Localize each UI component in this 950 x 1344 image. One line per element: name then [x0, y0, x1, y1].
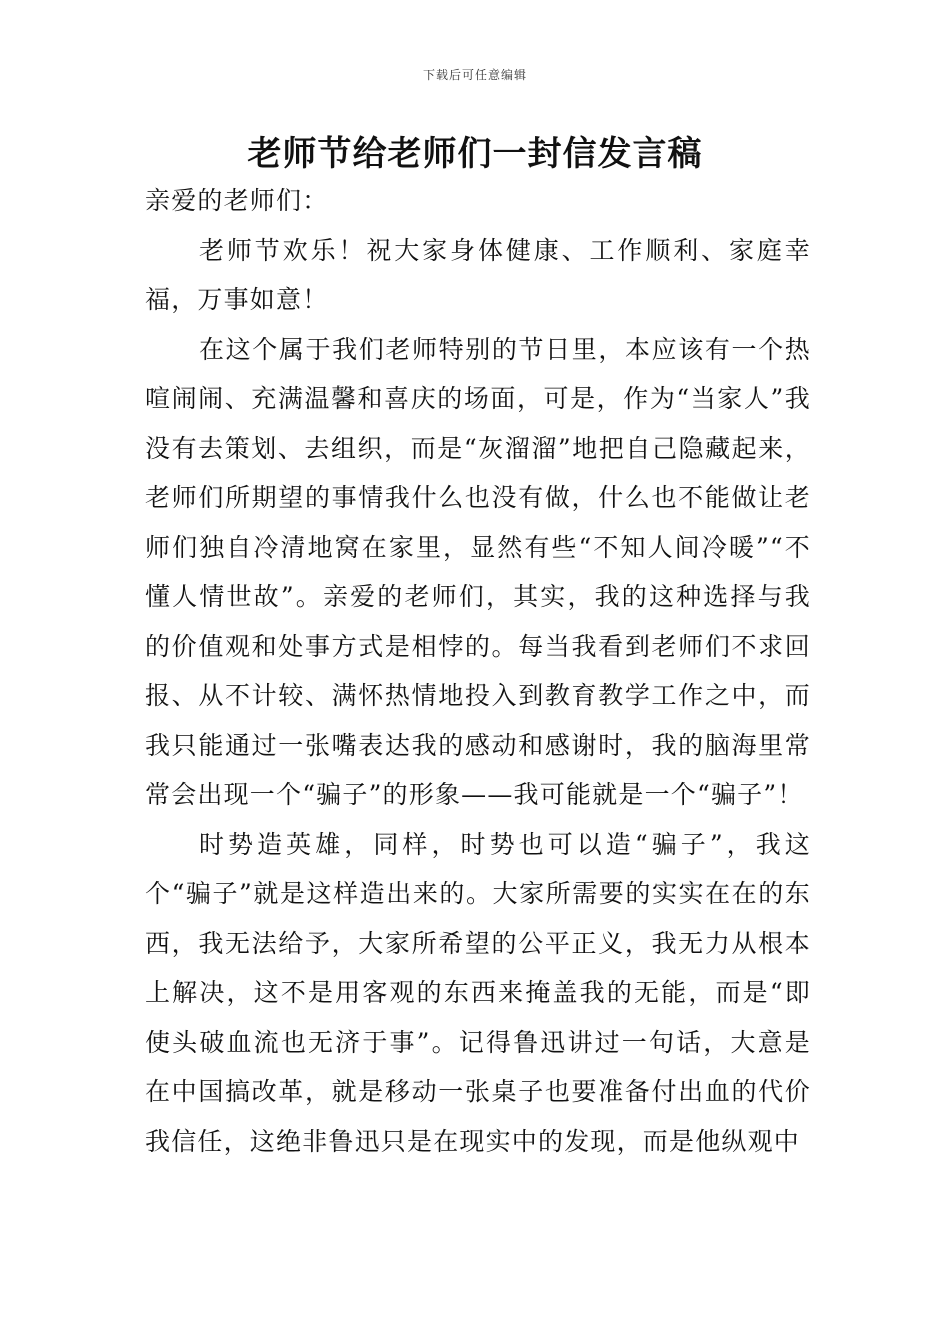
document-body [145, 176, 811, 1166]
paragraph-1: 老师节欢乐！祝大家身体健康、工作顺利、家庭幸福，万事如意！ [145, 235, 811, 314]
paragraph-3: 时势造英雄，同样，时势也可以造“骗子”，我这个“骗子”就是这样造出来的。大家所需要的实实在在的东西，我无法给予，大家所希望的公平正义，我无力从根本上解决，这不是用客观的东西来掩盖我的无能，而是“即使头破血流也无济于事”。记得鲁迅讲过一句话，大意是在中国搞改革，就是移动一张桌子也要准备付出血的代价我信任，这绝非鲁迅只是在现实中的发现，而是他纵观中 [145, 829, 811, 1156]
document-title: 老师节给老师们一封信发言稿 [247, 134, 703, 174]
salutation: 亲爱的老师们： [145, 186, 329, 215]
paragraph-2: 在这个属于我们老师特别的节日里，本应该有一个热喧闹闹、充满温馨和喜庆的场面，可是，作为“当家人”我没有去策划、去组织，而是“灰溜溜”地把自己隐藏起来，老师们所期望的事情我什么也没有做，什么也不能做让老师们独自冷清地窝在家里，显然有些“不知人间冷暖”“不懂人情世故”。亲爱的老师们，其实，我的这种选择与我的价值观和处事方式是相悖的。每当我看到老师们不求回报、从不计较、满怀热情地投入到教育教学工作之中，而我只能通过一张嘴表达我的感动和感谢时，我的脑海里常常会出现一个“骗子”的形象——我可能就是一个“骗子”！ [145, 334, 811, 809]
header-note: 下载后可任意编辑 [422, 68, 527, 82]
